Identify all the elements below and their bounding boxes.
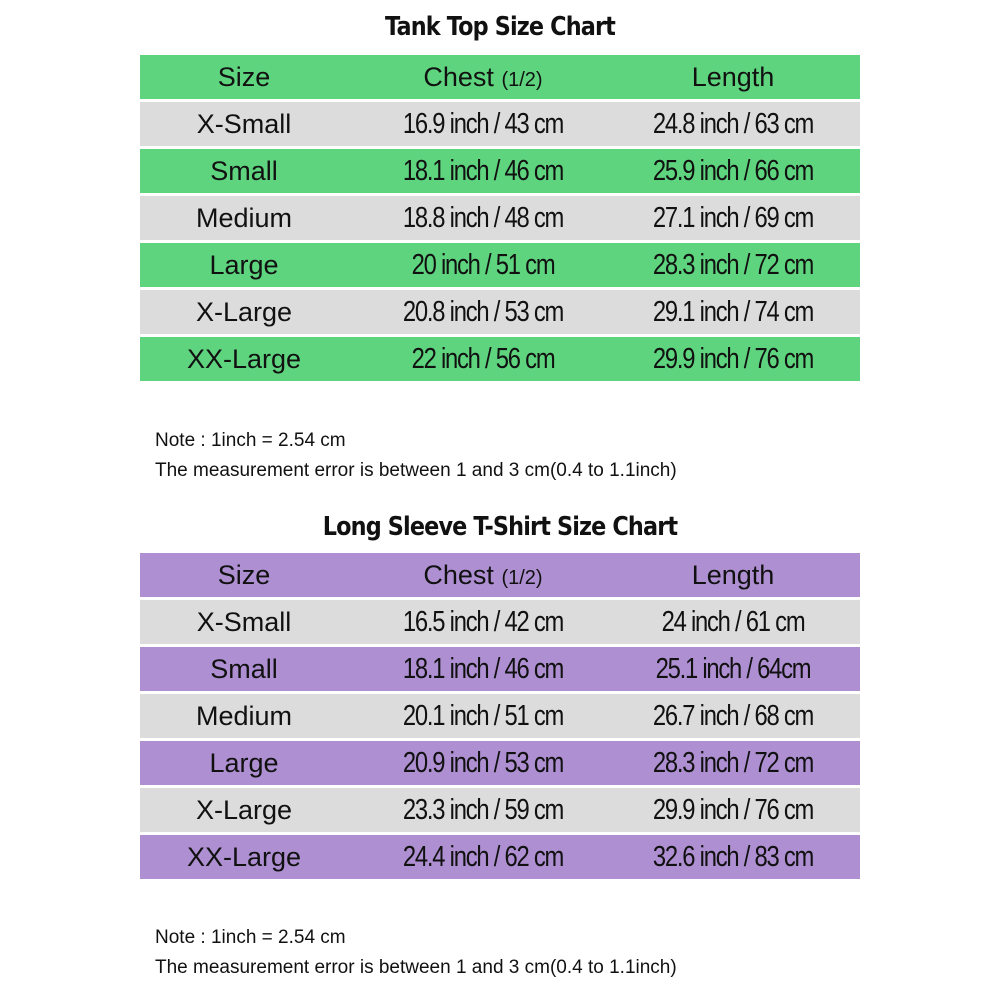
length-cell: 29.9 inch / 76 cm bbox=[652, 342, 814, 375]
table-row bbox=[140, 694, 860, 738]
tank-top-title: Tank Top Size Chart bbox=[385, 12, 615, 42]
tank-top-header-row bbox=[140, 55, 860, 99]
header-chest-label: Chest bbox=[423, 61, 494, 92]
size-cell: Large bbox=[209, 747, 279, 778]
chest-cell: 18.1 inch / 46 cm bbox=[402, 652, 564, 685]
size-cell: X-Large bbox=[195, 794, 293, 825]
length-cell: 29.1 inch / 74 cm bbox=[652, 295, 814, 328]
long-sleeve-title: Long Sleeve T-Shirt Size Chart bbox=[322, 512, 678, 542]
length-cell: 24.8 inch / 63 cm bbox=[652, 107, 814, 140]
size-cell: Large bbox=[209, 249, 279, 280]
chest-cell: 18.8 inch / 48 cm bbox=[402, 201, 564, 234]
chest-cell: 22 inch / 56 cm bbox=[411, 342, 555, 375]
size-cell: Medium bbox=[195, 202, 293, 233]
table-row bbox=[140, 788, 860, 832]
tank-top-note bbox=[155, 426, 677, 486]
table-row bbox=[140, 835, 860, 879]
table-row bbox=[140, 196, 860, 240]
chest-cell: 23.3 inch / 59 cm bbox=[402, 793, 564, 826]
chest-cell: 20.9 inch / 53 cm bbox=[402, 746, 564, 779]
table-row bbox=[140, 741, 860, 785]
chest-cell: 20 inch / 51 cm bbox=[411, 248, 555, 281]
table-row bbox=[140, 600, 860, 644]
header-size: Size bbox=[217, 61, 271, 92]
table-row bbox=[140, 337, 860, 381]
note-error: The measurement error is between 1 and 3 cm(0.4 to 1.1inch) bbox=[155, 957, 677, 978]
chest-cell: 16.9 inch / 43 cm bbox=[402, 107, 564, 140]
header-size: Size bbox=[217, 559, 271, 590]
length-cell: 28.3 inch / 72 cm bbox=[652, 746, 814, 779]
header-chest bbox=[358, 62, 608, 93]
chest-cell: 20.1 inch / 51 cm bbox=[402, 699, 564, 732]
length-cell: 25.9 inch / 66 cm bbox=[652, 154, 814, 187]
header-length: Length bbox=[691, 61, 775, 92]
note-conversion: Note : 1inch = 2.54 cm bbox=[155, 430, 346, 451]
table-row bbox=[140, 647, 860, 691]
long-sleeve-note bbox=[155, 923, 677, 983]
length-cell: 27.1 inch / 69 cm bbox=[652, 201, 814, 234]
header-chest-label: Chest bbox=[423, 559, 494, 590]
header-length: Length bbox=[691, 559, 775, 590]
length-cell: 26.7 inch / 68 cm bbox=[652, 699, 814, 732]
note-error: The measurement error is between 1 and 3 cm(0.4 to 1.1inch) bbox=[155, 460, 677, 481]
table-row bbox=[140, 102, 860, 146]
table-row bbox=[140, 290, 860, 334]
size-cell: X-Small bbox=[196, 606, 292, 637]
header-chest bbox=[358, 560, 608, 591]
chest-cell: 16.5 inch / 42 cm bbox=[402, 605, 564, 638]
header-chest-half: (1/2) bbox=[501, 566, 543, 589]
long-sleeve-table bbox=[140, 553, 860, 882]
table-row bbox=[140, 243, 860, 287]
length-cell: 32.6 inch / 83 cm bbox=[652, 840, 814, 873]
size-cell: Medium bbox=[195, 700, 293, 731]
header-chest-half: (1/2) bbox=[501, 68, 543, 91]
note-conversion: Note : 1inch = 2.54 cm bbox=[155, 927, 346, 948]
chest-cell: 18.1 inch / 46 cm bbox=[402, 154, 564, 187]
tank-top-table bbox=[140, 55, 860, 384]
size-cell: X-Large bbox=[195, 296, 293, 327]
size-cell: XX-Large bbox=[186, 841, 302, 872]
length-cell: 25.1 inch / 64cm bbox=[655, 652, 811, 685]
length-cell: 29.9 inch / 76 cm bbox=[652, 793, 814, 826]
length-cell: 28.3 inch / 72 cm bbox=[652, 248, 814, 281]
size-cell: X-Small bbox=[196, 108, 292, 139]
size-cell: Small bbox=[210, 653, 278, 684]
table-row bbox=[140, 149, 860, 193]
length-cell: 24 inch / 61 cm bbox=[661, 605, 805, 638]
long-sleeve-header-row bbox=[140, 553, 860, 597]
chest-cell: 20.8 inch / 53 cm bbox=[402, 295, 564, 328]
size-cell: XX-Large bbox=[186, 343, 302, 374]
size-cell: Small bbox=[210, 155, 278, 186]
chest-cell: 24.4 inch / 62 cm bbox=[402, 840, 564, 873]
